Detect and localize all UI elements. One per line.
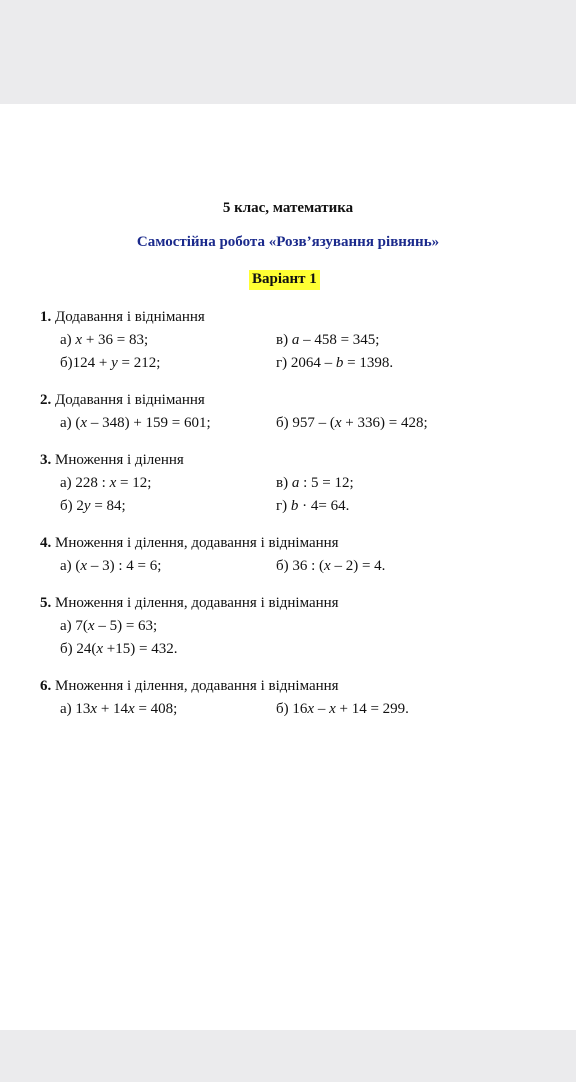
task-heading: Множення і ділення (55, 452, 184, 468)
equation: а) (x – 348) + 159 = 601; (60, 415, 211, 431)
task-1 (40, 306, 394, 375)
equation: б) 36 : (x – 2) = 4. (276, 558, 386, 574)
variant-label: Варіант 1 (249, 270, 320, 290)
task-4 (40, 532, 386, 578)
task-5 (40, 592, 339, 661)
equation: в) a : 5 = 12; (276, 475, 354, 491)
task-heading: Множення і ділення, додавання і віднімання (55, 595, 339, 611)
task-heading: Додавання і віднімання (55, 309, 205, 325)
task-number: 2. (40, 392, 52, 408)
equation: а) 13x + 14x = 408; (60, 701, 178, 717)
equation: б) 2y = 84; (60, 498, 126, 514)
task-heading: Множення і ділення, додавання і віднімання (55, 678, 339, 694)
equation: г) b · 4= 64. (276, 498, 350, 514)
task-number: 4. (40, 535, 52, 551)
document-page (0, 104, 576, 1030)
task-3 (40, 449, 354, 518)
task-number: 3. (40, 452, 52, 468)
equation: а) x + 36 = 83; (60, 332, 149, 348)
equation: б) 957 – (x + 336) = 428; (276, 415, 428, 431)
page-title: 5 клас, математика (222, 200, 354, 216)
equation: б)124 + y = 212; (60, 355, 161, 371)
task-6 (40, 675, 409, 721)
task-number: 6. (40, 678, 52, 694)
equation: г) 2064 – b = 1398. (276, 355, 394, 371)
task-heading: Множення і ділення, додавання і віднімання (55, 535, 339, 551)
task-number: 1. (40, 309, 52, 325)
worksheet-subtitle: Самостійна робота «Розв’язування рівнянь» (136, 234, 440, 250)
task-2 (40, 389, 428, 435)
task-number: 5. (40, 595, 52, 611)
equation: а) (x – 3) : 4 = 6; (60, 558, 162, 574)
equation: б) 24(x +15) = 432. (60, 641, 178, 657)
task-heading: Додавання і віднімання (55, 392, 205, 408)
equation: а) 228 : x = 12; (60, 475, 152, 491)
equation: а) 7(x – 5) = 63; (60, 618, 158, 634)
equation: в) a – 458 = 345; (276, 332, 380, 348)
equation: б) 16x – x + 14 = 299. (276, 701, 409, 717)
